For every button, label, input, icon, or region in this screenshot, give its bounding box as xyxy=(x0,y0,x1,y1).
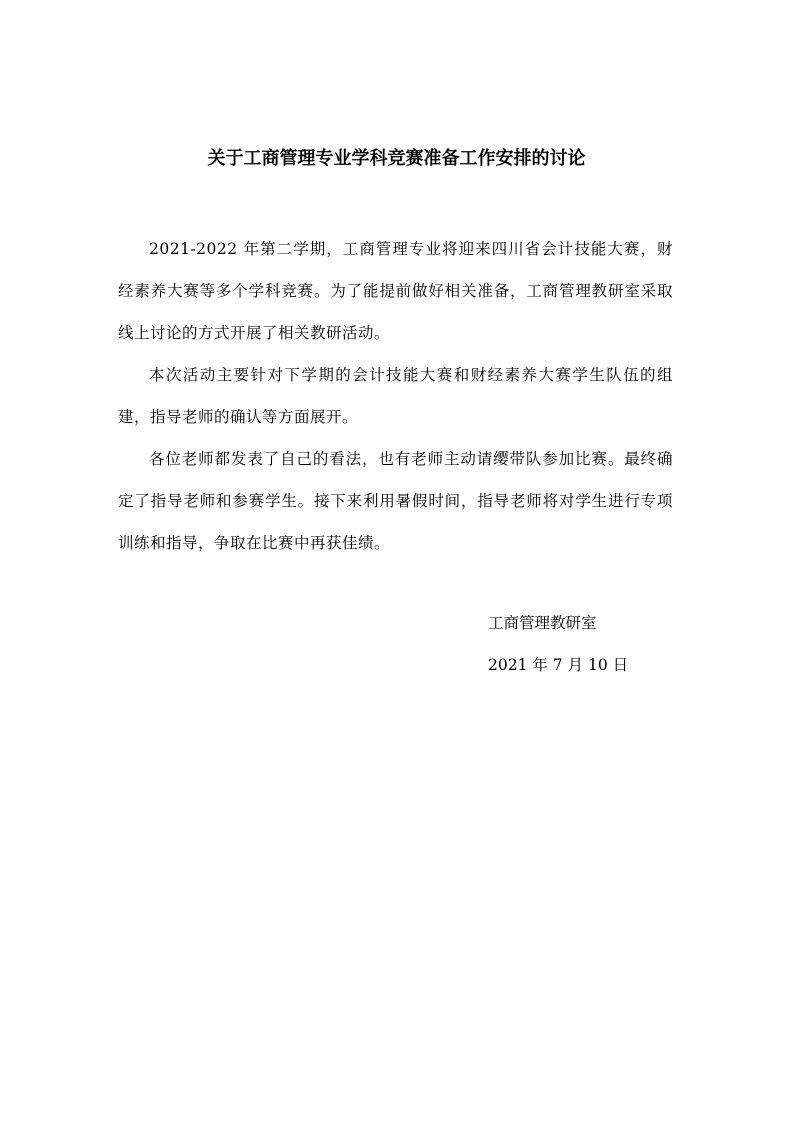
paragraph-1: 2021-2022 年第二学期，工商管理专业将迎来四川省会计技能大赛，财经素养大赛等多个学科竞赛。为了能提前做好相关准备，工商管理教研室采取线上讨论的方式开展了相关教研活动。 xyxy=(118,240,673,342)
paragraph-2: 本次活动主要针对下学期的会计技能大赛和财经素养大赛学生队伍的组建，指导老师的确认等方面展开。 xyxy=(118,366,673,426)
signature-block xyxy=(488,602,688,686)
document-body xyxy=(118,228,673,564)
document-title: 关于工商管理专业学科竞赛准备工作安排的讨论 xyxy=(207,148,586,169)
signature-organization: 工商管理教研室 xyxy=(488,614,597,632)
paragraph-3: 各位老师都发表了自己的看法，也有老师主动请缨带队参加比赛。最终确定了指导老师和参赛学生。接下来利用暑假时间，指导老师将对学生进行专项训练和指导，争取在比赛中再获佳绩。 xyxy=(118,450,673,552)
signature-date: 2021 年 7 月 10 日 xyxy=(488,656,629,674)
